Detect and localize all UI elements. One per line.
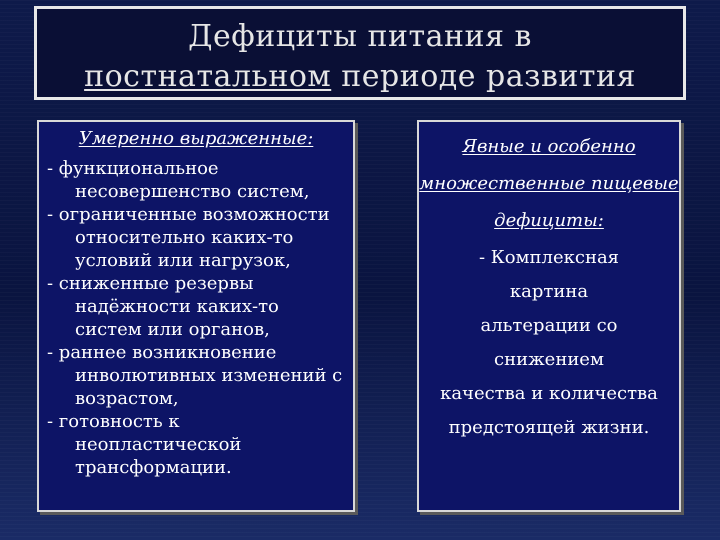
title-line-2 (37, 57, 683, 97)
list-item: - готовность к неопластической трансформации. (47, 411, 242, 478)
severe-deficits-panel (417, 120, 681, 512)
list-item: - ограниченные возможности относительно каких-то условий или нагрузок, (47, 204, 330, 271)
body-line: предстоящей жизни. (448, 417, 650, 438)
heading-line: множественные пищевые (419, 173, 679, 194)
moderate-deficits-list (39, 157, 353, 479)
moderate-deficits-heading: Умеренно выраженные: (78, 128, 314, 149)
list-item: - раннее возникновение инволютивных изменений с возрастом, (47, 342, 343, 409)
title-line-1: Дефициты питания в (188, 19, 532, 54)
body-line: - Комплексная (478, 247, 620, 268)
moderate-deficits-panel (37, 120, 355, 512)
body-line: картина (509, 281, 589, 302)
severe-deficits-heading (419, 128, 679, 239)
heading-line: дефициты: (494, 210, 604, 231)
body-line: качества и количества (440, 383, 658, 404)
body-line: альтерации со (480, 315, 618, 336)
title-line-2-rest: периоде развития (331, 59, 636, 94)
severe-deficits-body (419, 241, 679, 445)
slide-title (34, 6, 686, 100)
list-item: - функциональное несовершенство систем, (47, 158, 310, 202)
list-item: - сниженные резервы надёжности каких-то систем или органов, (47, 273, 279, 340)
heading-line: Явные и особенно (462, 136, 636, 157)
title-underlined-word: постнатальном (84, 59, 332, 94)
body-line: снижением (494, 349, 604, 370)
